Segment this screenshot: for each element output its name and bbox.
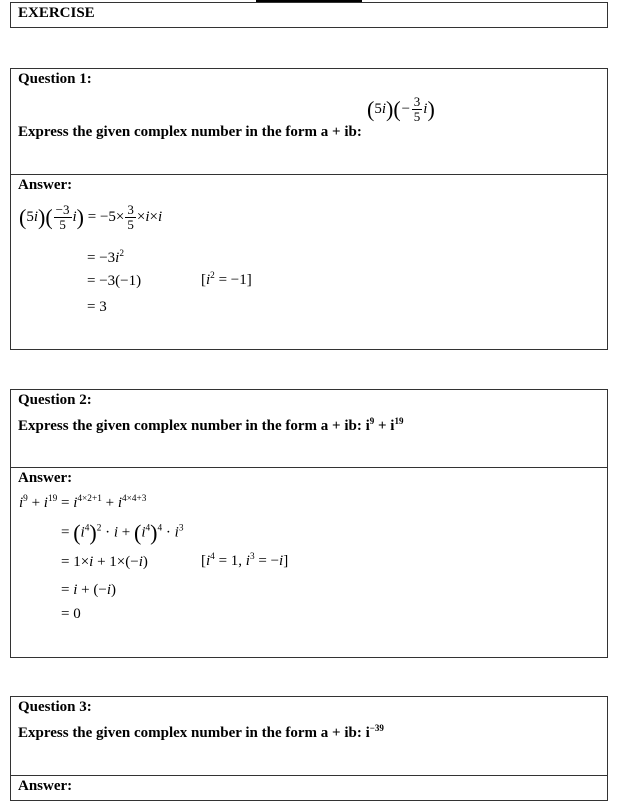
question-3-label: Question 3: (18, 699, 92, 715)
question-3-box (10, 696, 608, 776)
question-1-expression: (5i)(− $\frac{3}{5}$ i) (367, 94, 435, 124)
answer-1-line-3: = −3(−1) (87, 273, 142, 289)
answer-1-line-2: = $-3i^2$ (87, 249, 124, 266)
answer-1-line-4: = 3 (87, 299, 107, 315)
answer-1-label: Answer: (18, 177, 73, 193)
answer-2-note: [$i^4 = 1$, $i^3 = -i$] (201, 552, 289, 569)
answer-2-line-2: = $(i^4)^2 \cdot i + (i^4)^4 \cdot i^3$ (61, 520, 184, 545)
answer-1-note: $[i^2 = -1]$ (201, 271, 252, 288)
answer-2-line-1: $i^9 + i^{19} = i^{4\times 2+1} + i^{4\times 4+3}$ (19, 494, 147, 511)
question-1-box (10, 68, 608, 175)
answer-2-line-5: = 0 (61, 606, 81, 622)
question-2-box (10, 389, 608, 468)
answer-2-box (10, 467, 608, 658)
question-2-prompt: Express the given complex number in the form a + ib: $i^9 + i^{19}$ (18, 416, 404, 434)
answer-3-box (10, 775, 608, 801)
answer-1-box (10, 174, 608, 350)
page-title: EXERCISE (18, 5, 95, 21)
answer-2-label: Answer: (18, 470, 73, 486)
answer-2-line-4: = i + (−i) (61, 582, 116, 598)
answer-3-label: Answer: (18, 778, 73, 794)
question-1-prompt: Express the given complex number in the form a + ib: (18, 124, 362, 140)
question-2-label: Question 2: (18, 392, 92, 408)
answer-1-line-1: (5i)( $\frac{-3}{5}$ i) = −5× $\frac{3}{5}$ ×i×i (19, 202, 163, 232)
exercise-header (10, 2, 608, 28)
question-3-prompt: Express the given complex number in the form a + ib: $i^{-39}$ (18, 723, 384, 741)
answer-2-line-3: = 1×i + 1×(−i) (61, 554, 148, 570)
question-1-label: Question 1: (18, 71, 92, 87)
